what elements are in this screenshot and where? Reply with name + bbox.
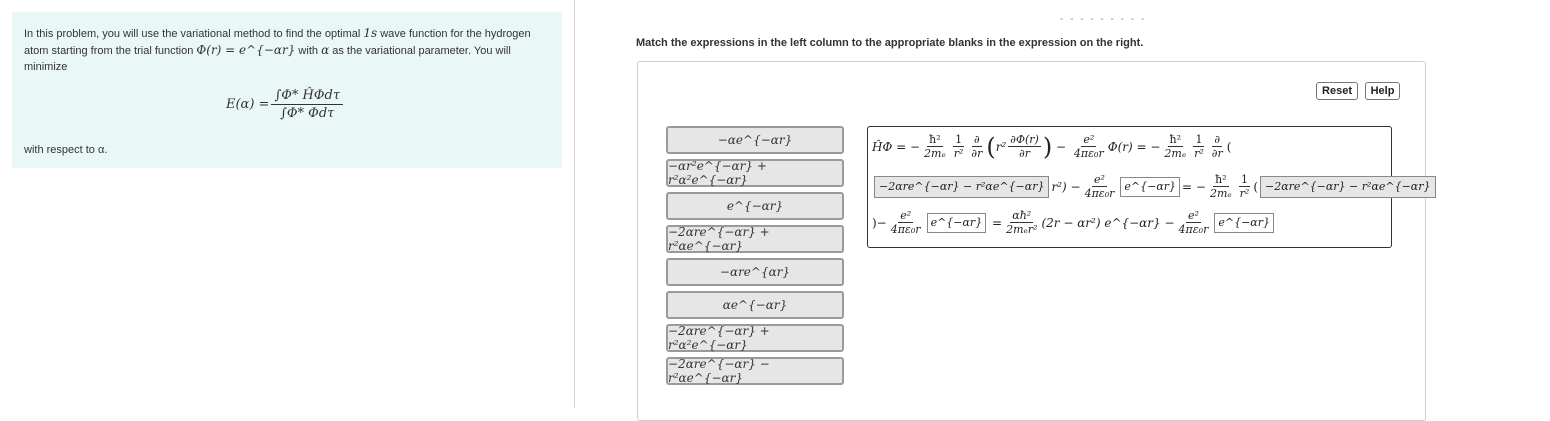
one-over-r2: $\frac{1}{\text{r²}}$ [953,133,964,160]
dphi-dr: $\frac{\partial\Phi(r)}{\partial r}$ [1010,133,1039,160]
draggable-term[interactable]: −αr²e^{−αr} + r²α²e^{−αr} [666,159,844,187]
coulomb-term-2: $\frac{\text{e²}}{\text{4πε₀r}}$ [1084,173,1115,200]
partial-r-2: $\frac{\partial}{\partial r}$ [1211,133,1223,160]
draggable-term[interactable]: −αre^{αr} [666,258,844,286]
equals: = [992,215,1003,230]
paren-expression: (2r − αr²) e^{−αr} − [1041,215,1175,230]
target-expression [867,126,1431,248]
alpha-symbol: α [321,43,330,57]
phi-r-eq: Φ(r) = − [1107,139,1161,154]
with-respect-suffix: . [104,144,108,156]
energy-numerator: ∫Φ* ĤΦdτ [271,88,343,105]
intro-text-3: with [295,45,322,57]
close-paren: ) [1042,132,1053,161]
open-paren: ( [986,132,996,161]
instruction-text: Match the expressions in the left column to the appropriate blanks in the expression on the right. [636,37,1144,49]
draggable-term[interactable]: −2αre^{−αr} − r²αe^{−αr} [666,357,844,385]
open-paren-2: ( [1226,139,1232,154]
hphi-lhs: ĤΦ = − [872,139,921,154]
coulomb-term: $\frac{\text{e²}}{\text{4πε₀r}}$ [1073,133,1104,160]
header-dashes: - - - - - - - - - [1060,14,1147,25]
expression-line-2 [872,173,1438,200]
intro-text-4: as the variational parameter. You will minimize [24,45,511,73]
orbital-label: 1s [363,26,378,40]
drop-slot-2[interactable]: e^{−αr} [1120,177,1180,197]
drop-slot-1[interactable]: −2αre^{−αr} − r²αe^{−αr} [874,176,1049,198]
drop-slot-3[interactable]: −2αre^{−αr} − r²αe^{−αr} [1260,176,1435,198]
r2-close: r²) − [1051,179,1081,194]
close-minus: )− [872,215,887,230]
coulomb-term-4: $\frac{\text{e²}}{\text{4πε₀r}}$ [1178,209,1209,236]
panel-divider [574,0,575,408]
energy-lhs: E(α) = [226,96,270,112]
draggable-term[interactable]: αe^{−αr} [666,291,844,319]
draggable-term[interactable]: −2αre^{−αr} + r²αe^{−αr} [666,225,844,253]
partial-r: $\frac{\partial}{\partial r}$ [971,133,983,160]
hbar-fraction: $\frac{\text{ħ²}}{\text{2mₑ}}$ [924,133,946,160]
expression-line-1: ĤΦ = − $\frac{\text{ħ²}}{\text{2mₑ}}$ $\frac{1}{\text{r²}}$ $\frac{\partial}{\partial r}$ ( r² $\frac{\partial\Phi(r)}{\partial r}$ ) − $\frac{\text{e²}}{\text{4πε₀r}}$ Φ(r) = − $\frac{\text{ħ²}}{\text{2mₑ}}$ $\frac{1}{\text{r²}}$ $\frac{\partial}{\partial r}$ ( [872,132,1232,161]
reset-button[interactable]: Reset [1316,82,1358,100]
alpha-symbol-2: α [97,144,105,156]
drop-slot-5[interactable]: e^{−αr} [1214,213,1274,233]
expression-line-3 [872,209,1276,236]
one-over-r2-3: $\frac{1}{\text{r²}}$ [1239,173,1250,200]
energy-fraction [271,88,343,121]
trial-function: Φ(r) = e^{−αr} [196,43,296,57]
help-button[interactable]: Help [1365,82,1400,100]
intro-text-1: In this problem, you will use the variational method to find the optimal [24,28,364,40]
problem-panel [12,12,562,168]
open-paren-3: ( [1253,179,1259,194]
energy-denominator: ∫Φ* Φdτ [280,106,335,121]
hbar-fraction-2: $\frac{\text{ħ²}}{\text{2mₑ}}$ [1164,133,1187,160]
intro-text-2: wave function for the hydrogen atom starting from the trial function [24,28,531,57]
r2-inline: r² [995,139,1007,154]
alpha-hbar-fraction: $\frac{\text{αħ²}}{\text{2mₑr²}}$ [1006,209,1038,236]
problem-intro [24,25,549,75]
with-respect-text [24,142,107,158]
draggable-term[interactable]: −αe^{−αr} [666,126,844,154]
drop-slot-4[interactable]: e^{−αr} [927,213,987,233]
coulomb-term-3: $\frac{\text{e²}}{\text{4πε₀r}}$ [890,209,921,236]
energy-equation [226,88,345,121]
eq-minus: = − [1182,179,1206,194]
one-over-r2-2: $\frac{1}{\text{r²}}$ [1194,133,1204,160]
hbar-fraction-3: $\frac{\text{ħ²}}{\text{2mₑ}}$ [1209,173,1232,200]
draggable-term[interactable]: e^{−αr} [666,192,844,220]
draggable-term[interactable]: −2αre^{−αr} + r²α²e^{−αr} [666,324,844,352]
with-respect-prefix: with respect to [24,144,98,156]
